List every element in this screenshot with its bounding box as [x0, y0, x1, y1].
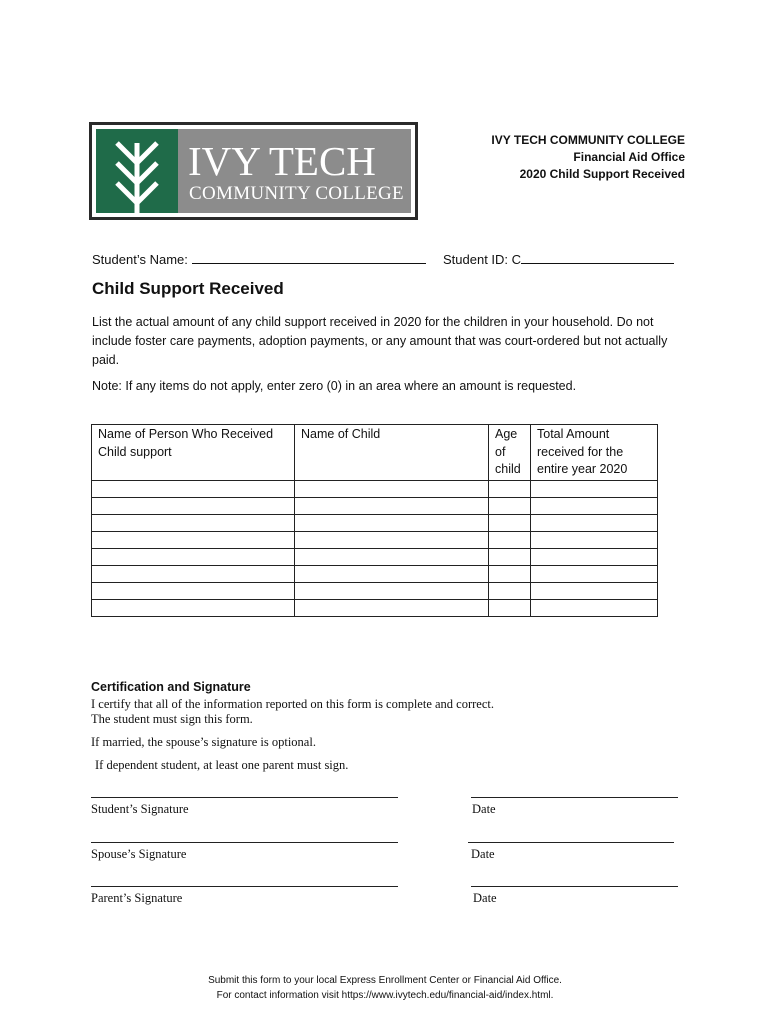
- college-name: IVY TECH COMMUNITY COLLEGE: [491, 133, 685, 147]
- col-child-name: Name of Child: [295, 425, 489, 481]
- student-name-label: Student’s Name:: [92, 252, 188, 267]
- section-title: Child Support Received: [92, 279, 284, 298]
- table-row: [92, 480, 658, 497]
- table-cell[interactable]: [295, 582, 489, 599]
- table-cell[interactable]: [295, 565, 489, 582]
- parent-signature-label: Parent’s Signature: [91, 891, 183, 905]
- student-signature-line[interactable]: [91, 797, 398, 798]
- table-cell[interactable]: [531, 565, 658, 582]
- parent-signature-line[interactable]: [91, 886, 398, 887]
- table-row: [92, 531, 658, 548]
- table-cell[interactable]: [489, 582, 531, 599]
- student-id-field[interactable]: [443, 251, 674, 267]
- student-id-label: Student ID: C: [443, 252, 522, 267]
- logo-title: IVY TECH: [188, 138, 376, 184]
- office-name: Financial Aid Office: [573, 150, 685, 164]
- footer-submit: Submit this form to your local Express Enrollment Center or Financial Aid Office.: [208, 975, 562, 986]
- bullet-student-sign: The student must sign this form.: [91, 712, 253, 726]
- table-cell[interactable]: [531, 497, 658, 514]
- child-support-table: [91, 424, 658, 617]
- parent-date-line[interactable]: [471, 886, 678, 887]
- table-cell[interactable]: [92, 514, 295, 531]
- table-header-row: [92, 425, 658, 481]
- table-row: [92, 565, 658, 582]
- table-cell[interactable]: [92, 497, 295, 514]
- table-cell[interactable]: [92, 599, 295, 616]
- table-cell[interactable]: [489, 565, 531, 582]
- col-age: Age of child: [489, 425, 531, 481]
- table-cell[interactable]: [92, 565, 295, 582]
- spouse-date-label: Date: [471, 847, 495, 861]
- table-cell[interactable]: [531, 548, 658, 565]
- table-row: [92, 497, 658, 514]
- student-name-line[interactable]: [192, 251, 426, 264]
- table-cell[interactable]: [295, 497, 489, 514]
- table-row: [92, 548, 658, 565]
- table-cell[interactable]: [489, 531, 531, 548]
- table-cell[interactable]: [489, 480, 531, 497]
- certification-statement: I certify that all of the information reported on this form is complete and correct.: [91, 697, 494, 711]
- table-cell[interactable]: [489, 548, 531, 565]
- spouse-signature-line[interactable]: [91, 842, 398, 843]
- college-logo: [89, 122, 418, 220]
- student-signature-label: Student’s Signature: [91, 802, 189, 816]
- table-cell[interactable]: [92, 531, 295, 548]
- table-cell[interactable]: [295, 480, 489, 497]
- table-cell[interactable]: [295, 548, 489, 565]
- parent-date-label: Date: [473, 891, 497, 905]
- table-cell[interactable]: [295, 531, 489, 548]
- certification-title: Certification and Signature: [91, 680, 251, 694]
- table-cell[interactable]: [489, 599, 531, 616]
- bullet-parent-sign: If dependent student, at least one parent must sign.: [95, 758, 349, 772]
- col-total-amount: Total Amount received for the entire year 2020: [531, 425, 658, 481]
- table-cell[interactable]: [531, 514, 658, 531]
- student-name-field[interactable]: [92, 251, 426, 267]
- table-row: [92, 514, 658, 531]
- ivy-leaf-icon: [96, 129, 178, 213]
- table-row: [92, 599, 658, 616]
- table-cell[interactable]: [531, 582, 658, 599]
- spouse-signature-label: Spouse’s Signature: [91, 847, 187, 861]
- table-cell[interactable]: [531, 480, 658, 497]
- table-cell[interactable]: [489, 514, 531, 531]
- form-title: 2020 Child Support Received: [519, 167, 685, 181]
- table-row: [92, 582, 658, 599]
- table-cell[interactable]: [92, 582, 295, 599]
- footer-contact: For contact information visit https://www.ivytech.edu/financial-aid/index.html.: [216, 990, 554, 1001]
- table-cell[interactable]: [295, 514, 489, 531]
- note: Note: If any items do not apply, enter zero (0) in an area where an amount is requested.: [92, 379, 577, 393]
- instructions: List the actual amount of any child support received in 2020 for the children in your household. Do not include foster care payments, adoption payments, or any amount that was court-ordered but not actually paid.: [92, 315, 668, 367]
- bullet-spouse-optional: If married, the spouse’s signature is optional.: [91, 735, 316, 749]
- table-cell[interactable]: [92, 480, 295, 497]
- table-cell[interactable]: [295, 599, 489, 616]
- student-id-line[interactable]: [521, 251, 674, 264]
- student-date-line[interactable]: [471, 797, 678, 798]
- spouse-date-line[interactable]: [468, 842, 674, 843]
- footer: [0, 973, 770, 1003]
- table-cell[interactable]: [489, 497, 531, 514]
- table-cell[interactable]: [531, 531, 658, 548]
- table-cell[interactable]: [92, 548, 295, 565]
- student-date-label: Date: [472, 802, 496, 816]
- table-cell[interactable]: [531, 599, 658, 616]
- logo-subtitle: COMMUNITY COLLEGE: [189, 183, 404, 204]
- col-recipient: Name of Person Who Received Child support: [92, 425, 295, 481]
